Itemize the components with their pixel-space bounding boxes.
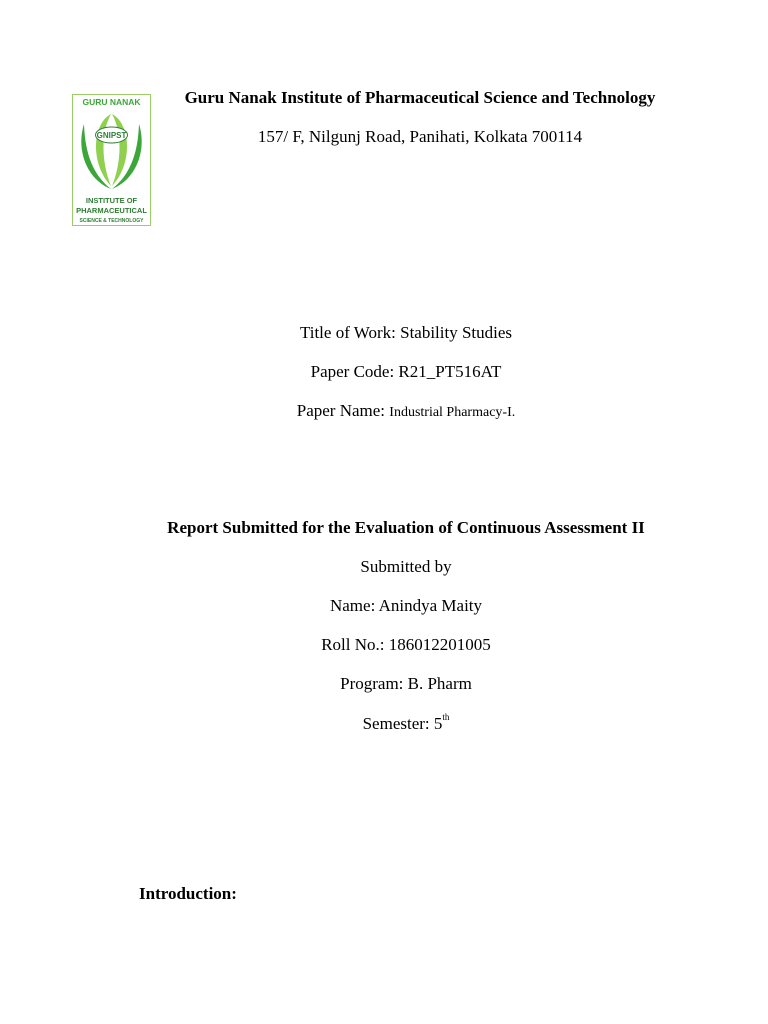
paper-code: Paper Code: R21_PT516AT: [310, 362, 502, 381]
introduction-heading: Introduction:: [139, 884, 237, 903]
student-name: Name: Anindya Maity: [329, 596, 483, 615]
institute-logo: [72, 94, 151, 226]
roll-number: Roll No.: 186012201005: [321, 635, 491, 654]
submitted-by: Submitted by: [360, 557, 452, 576]
semester: [22, 714, 768, 734]
semester-label: Semester: 5: [362, 714, 443, 733]
logo-line-1: INSTITUTE OF: [85, 196, 138, 205]
semester-suffix: th: [442, 712, 450, 722]
logo-center-text: GNIPST: [96, 131, 127, 140]
logo-top-text: GURU NANAK: [82, 97, 141, 107]
program: Program: B. Pharm: [340, 674, 472, 693]
logo-line-2: PHARMACEUTICAL: [76, 206, 147, 215]
paper-name: [22, 401, 768, 421]
title-of-work: Title of Work: Stability Studies: [299, 323, 513, 342]
logo-line-3: SCIENCE & TECHNOLOGY: [79, 218, 144, 224]
report-heading: Report Submitted for the Evaluation of Continuous Assessment II: [167, 518, 645, 537]
paper-name-value: Industrial Pharmacy-I.: [389, 405, 516, 420]
institute-name: Guru Nanak Institute of Pharmaceutical Science and Technology: [184, 88, 656, 107]
institute-address: 157/ F, Nilgunj Road, Panihati, Kolkata 700114: [257, 127, 583, 146]
paper-name-label: Paper Name:: [296, 401, 390, 420]
